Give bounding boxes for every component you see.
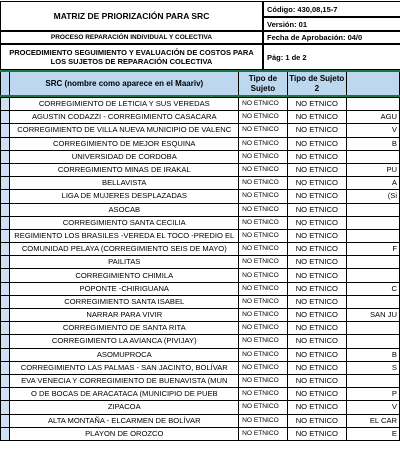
table-row [1,256,400,269]
tipo-sujeto-2-cell[interactable]: NO ETNICO [287,361,346,374]
tipo-sujeto-cell[interactable]: NO ETNICO [239,322,288,335]
row-header-cell [1,203,10,216]
next-column-cell[interactable] [346,335,399,348]
row-header-cell [1,137,10,150]
table-row [1,190,400,203]
next-column-cell[interactable] [346,322,399,335]
row-header-cell [1,150,10,163]
tipo-sujeto-cell[interactable]: NO ETNICO [239,98,288,111]
tipo-sujeto-2-cell[interactable]: NO ETNICO [287,348,346,361]
next-column-cell[interactable] [346,374,399,387]
src-table [0,70,400,441]
table-row [1,388,400,401]
table-row [1,427,400,440]
tipo-sujeto-cell[interactable]: NO ETNICO [239,388,288,401]
tipo-sujeto-2-cell[interactable]: NO ETNICO [287,374,346,387]
tipo-sujeto-cell[interactable]: NO ETNICO [239,269,288,282]
table-row [1,322,400,335]
row-header-cell [1,401,10,414]
next-column-cell[interactable] [346,216,399,229]
table-row [1,348,400,361]
approval-date-cell: Fecha de Aprobación: 04/0 [263,31,400,44]
next-column-cell[interactable]: AGU [346,111,399,124]
column-header-tipo-sujeto-2[interactable]: Tipo de Sujeto 2 [287,71,346,98]
next-column-cell[interactable]: C [346,282,399,295]
row-header-cell [1,243,10,256]
next-column-cell[interactable]: EL CAR [346,414,399,427]
next-column-cell[interactable]: E [346,427,399,440]
tipo-sujeto-cell[interactable]: NO ETNICO [239,163,288,176]
tipo-sujeto-cell[interactable]: NO ETNICO [239,111,288,124]
src-name-cell[interactable]: ALTA MONTAÑA - ELCARMEN DE BOLÍVAR [10,414,239,427]
tipo-sujeto-2-cell[interactable]: NO ETNICO [287,414,346,427]
row-header-cell [1,309,10,322]
tipo-sujeto-2-cell[interactable]: NO ETNICO [287,269,346,282]
tipo-sujeto-cell[interactable]: NO ETNICO [239,309,288,322]
column-header-tipo-sujeto[interactable]: Tipo de Sujeto [239,71,288,98]
src-name-cell[interactable]: BELLAVISTA [10,177,239,190]
src-name-cell[interactable]: AGUSTIN CODAZZI - CORREGIMIENTO CASACARA [10,111,239,124]
tipo-sujeto-2-cell[interactable]: NO ETNICO [287,203,346,216]
row-header-cell [1,295,10,308]
tipo-sujeto-cell[interactable]: NO ETNICO [239,348,288,361]
tipo-sujeto-cell[interactable]: NO ETNICO [239,282,288,295]
src-name-cell[interactable]: EVA VENECIA Y CORREGIMIENTO DE BUENAVISTA (MUN [10,374,239,387]
next-column-cell[interactable] [346,269,399,282]
table-row [1,401,400,414]
src-name-cell[interactable]: ZIPACOA [10,401,239,414]
row-header-cell [1,111,10,124]
tipo-sujeto-cell[interactable]: NO ETNICO [239,124,288,137]
next-column-cell[interactable] [346,98,399,111]
tipo-sujeto-2-cell[interactable]: NO ETNICO [287,309,346,322]
row-header-cell [1,229,10,242]
table-row [1,137,400,150]
table-row [1,282,400,295]
next-column-cell[interactable] [346,150,399,163]
src-name-cell[interactable]: CORREGIMIENTO SANTA ISABEL [10,295,239,308]
row-header-cell [1,98,10,111]
tipo-sujeto-2-cell[interactable]: NO ETNICO [287,229,346,242]
src-name-cell[interactable]: PAILITAS [10,256,239,269]
tipo-sujeto-cell[interactable]: NO ETNICO [239,335,288,348]
tipo-sujeto-2-cell[interactable]: NO ETNICO [287,322,346,335]
src-name-cell[interactable]: CORREGIMIENTO SANTA CECILIA [10,216,239,229]
next-column-cell[interactable] [346,256,399,269]
src-name-cell[interactable]: CORREGIMIENTO DE LETICIA Y SUS VEREDAS [10,98,239,111]
table-row [1,269,400,282]
tipo-sujeto-2-cell[interactable]: NO ETNICO [287,335,346,348]
table-row [1,309,400,322]
table-row [1,243,400,256]
src-name-cell[interactable]: UNIVERSIDAD DE CORDOBA [10,150,239,163]
next-column-cell[interactable]: PU [346,163,399,176]
row-header-cell [1,348,10,361]
table-row [1,163,400,176]
tipo-sujeto-cell[interactable]: NO ETNICO [239,190,288,203]
src-name-cell[interactable]: CORREGIMIENTO DE VILLA NUEVA MUNICIPIO DE VALENC [10,124,239,137]
table-row [1,124,400,137]
tipo-sujeto-cell[interactable]: NO ETNICO [239,177,288,190]
src-name-cell[interactable]: CORREGIMIENTO DE MEJOR ESQUINA [10,137,239,150]
next-column-cell[interactable] [346,203,399,216]
tipo-sujeto-cell[interactable]: NO ETNICO [239,216,288,229]
next-column-cell[interactable]: V [346,401,399,414]
row-header-cell [1,216,10,229]
tipo-sujeto-2-cell[interactable]: NO ETNICO [287,401,346,414]
table-row [1,229,400,242]
tipo-sujeto-cell[interactable]: NO ETNICO [239,401,288,414]
table-row [1,150,400,163]
tipo-sujeto-cell[interactable]: NO ETNICO [239,427,288,440]
src-name-cell[interactable]: ASOCAB [10,203,239,216]
src-name-cell[interactable]: CORREGIMIENTO DE SANTA RITA [10,322,239,335]
version-cell: Versión: 01 [263,17,400,31]
src-name-cell[interactable]: ASOMUPROCA [10,348,239,361]
row-header-cell [1,256,10,269]
table-row [1,335,400,348]
src-name-cell[interactable]: COMUNIDAD PELAYA (CORREGIMIENTO SEIS DE MAYO) [10,243,239,256]
tipo-sujeto-cell[interactable]: NO ETNICO [239,256,288,269]
row-header-cell [1,322,10,335]
next-column-cell[interactable] [346,295,399,308]
tipo-sujeto-cell[interactable]: NO ETNICO [239,229,288,242]
table-row [1,295,400,308]
tipo-sujeto-2-cell[interactable]: NO ETNICO [287,98,346,111]
code-cell: Código: 430,08,15-7 [263,1,400,17]
src-name-cell[interactable]: CORREGIMIENTO LAS PALMAS - SAN JACINTO, BOLÍVAR [10,361,239,374]
next-column-cell[interactable]: B [346,348,399,361]
table-row [1,98,400,111]
tipo-sujeto-2-cell[interactable]: NO ETNICO [287,256,346,269]
next-column-cell[interactable]: SAN JU [346,309,399,322]
tipo-sujeto-2-cell[interactable]: NO ETNICO [287,190,346,203]
next-column-cell[interactable]: (Si [346,190,399,203]
cell-selection [0,70,400,97]
row-header-cell [1,163,10,176]
next-column-cell[interactable]: P [346,388,399,401]
next-column-cell[interactable]: F [346,243,399,256]
table-row [1,216,400,229]
tipo-sujeto-cell[interactable]: NO ETNICO [239,414,288,427]
src-name-cell[interactable]: REGIMIENTO LOS BRASILES -VEREDA EL TOCO -PREDIO EL [10,229,239,242]
tipo-sujeto-2-cell[interactable]: NO ETNICO [287,282,346,295]
table-row [1,177,400,190]
row-header-cell [1,282,10,295]
next-column-cell[interactable]: A [346,177,399,190]
row-header-cell [1,124,10,137]
tipo-sujeto-2-cell[interactable]: NO ETNICO [287,427,346,440]
src-name-cell[interactable]: NARRAR PARA VIVIR [10,309,239,322]
table-row [1,414,400,427]
src-name-cell[interactable]: CORREGIMIENTO CHIMILA [10,269,239,282]
row-header-cell [1,177,10,190]
matrix-title: MATRIZ DE PRIORIZACIÓN PARA SRC [0,1,263,31]
row-header-cell [1,414,10,427]
tipo-sujeto-2-cell[interactable]: NO ETNICO [287,150,346,163]
tipo-sujeto-cell[interactable]: NO ETNICO [239,295,288,308]
next-column-cell[interactable]: S [346,361,399,374]
tipo-sujeto-cell[interactable]: NO ETNICO [239,150,288,163]
tipo-sujeto-2-cell[interactable]: NO ETNICO [287,177,346,190]
src-name-cell[interactable]: CORREGIMIENTO LA AVIANCA (PIVIJAY) [10,335,239,348]
row-header-cell [1,190,10,203]
tipo-sujeto-cell[interactable]: NO ETNICO [239,243,288,256]
table-row [1,361,400,374]
src-name-cell[interactable]: LIGA DE MUJERES DESPLAZADAS [10,190,239,203]
tipo-sujeto-2-cell[interactable]: NO ETNICO [287,111,346,124]
tipo-sujeto-2-cell[interactable]: NO ETNICO [287,388,346,401]
page-cell: Pág: 1 de 2 [263,44,400,70]
table-row [1,203,400,216]
process-title: PROCESO REPARACIÓN INDIVIDUAL Y COLECTIVA [0,31,263,44]
procedure-title: PROCEDIMIENTO SEGUIMIENTO Y EVALUACIÓN DE COSTOS PARA LOS SUJETOS DE REPARACIÓN COLECTIVA [0,44,263,70]
row-header-cell [1,269,10,282]
row-header-cell [1,361,10,374]
next-column-cell[interactable] [346,229,399,242]
column-header-src[interactable]: SRC (nombre como aparece en el Maariv) [10,71,239,98]
next-column-cell[interactable]: V [346,124,399,137]
src-name-cell[interactable]: O DE BOCAS DE ARACATACA (MUNICIPIO DE PUEB [10,388,239,401]
tipo-sujeto-cell[interactable]: NO ETNICO [239,203,288,216]
table-row [1,374,400,387]
tipo-sujeto-cell[interactable]: NO ETNICO [239,374,288,387]
tipo-sujeto-cell[interactable]: NO ETNICO [239,137,288,150]
src-name-cell[interactable]: CORREGIMIENTO MINAS DE IRAKAL [10,163,239,176]
tipo-sujeto-2-cell[interactable]: NO ETNICO [287,295,346,308]
row-header-cell [1,427,10,440]
row-header-cell [1,374,10,387]
table-row [1,111,400,124]
src-name-cell[interactable]: PLAYON DE OROZCO [10,427,239,440]
row-header-cell [1,388,10,401]
next-column-cell[interactable]: B [346,137,399,150]
tipo-sujeto-2-cell[interactable]: NO ETNICO [287,137,346,150]
tipo-sujeto-2-cell[interactable]: NO ETNICO [287,124,346,137]
tipo-sujeto-cell[interactable]: NO ETNICO [239,361,288,374]
src-name-cell[interactable]: POPONTE -CHIRIGUANA [10,282,239,295]
tipo-sujeto-2-cell[interactable]: NO ETNICO [287,216,346,229]
tipo-sujeto-2-cell[interactable]: NO ETNICO [287,243,346,256]
row-header-cell [1,335,10,348]
tipo-sujeto-2-cell[interactable]: NO ETNICO [287,163,346,176]
